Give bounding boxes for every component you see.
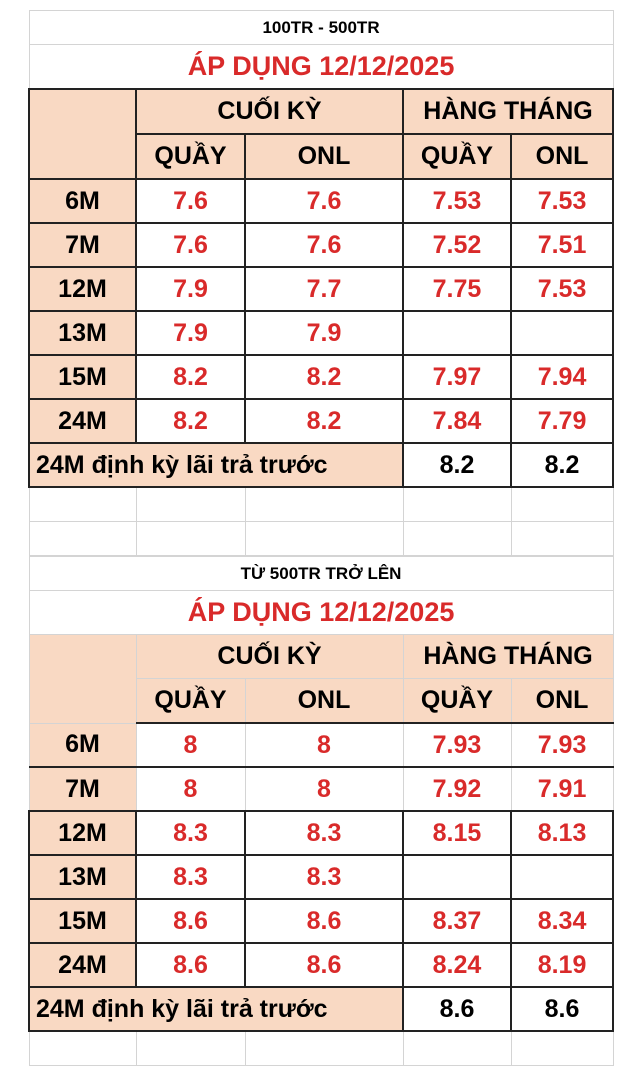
- footer-rate-cell: 8.6: [403, 987, 511, 1031]
- rate-cell: 8.3: [136, 811, 245, 855]
- rate-cell: [511, 311, 613, 355]
- footer-row: [29, 443, 613, 487]
- term-cell: 13M: [29, 311, 136, 355]
- table-row: [29, 311, 613, 355]
- term-cell: 6M: [29, 723, 136, 767]
- rate-cell: 8.6: [245, 943, 403, 987]
- table-row: [29, 899, 613, 943]
- footer-rate-cell: 8.2: [511, 443, 613, 487]
- footer-row: [29, 987, 613, 1031]
- term-cell: 7M: [29, 767, 136, 811]
- footer-rate-cell: 8.2: [403, 443, 511, 487]
- table-row: [29, 855, 613, 899]
- table-row: [29, 723, 613, 767]
- empty-cell: [511, 522, 613, 556]
- sub-header-quay: QUẦY: [136, 679, 245, 724]
- rate-cell: 8.3: [245, 855, 403, 899]
- table-row: [29, 223, 613, 267]
- footer-rate-cell: 8.6: [511, 987, 613, 1031]
- table-row: [29, 767, 613, 811]
- empty-cell: [511, 487, 613, 522]
- rate-cell: 7.53: [403, 179, 511, 223]
- rate-cell: 7.91: [511, 767, 613, 811]
- rate-cell: 8: [136, 723, 245, 767]
- table-row: [29, 811, 613, 855]
- term-cell: 13M: [29, 855, 136, 899]
- rate-cell: 8.6: [245, 899, 403, 943]
- group-header-cuoi-ky: CUỐI KỲ: [136, 635, 403, 679]
- table-row: [29, 267, 613, 311]
- rate-cell: 7.9: [136, 267, 245, 311]
- blank-corner-cell: [29, 635, 136, 724]
- rate-cell: 7.79: [511, 399, 613, 443]
- rate-cell: 7.97: [403, 355, 511, 399]
- sub-header-onl: ONL: [511, 134, 613, 179]
- rate-cell: 8.3: [136, 855, 245, 899]
- footer-label: 24M định kỳ lãi trả trước: [29, 987, 403, 1031]
- empty-cell: [403, 522, 511, 556]
- rate-cell: 7.93: [403, 723, 511, 767]
- effective-date: ÁP DỤNG 12/12/2025: [29, 45, 613, 90]
- rate-cell: 8.2: [245, 355, 403, 399]
- rate-cell: 7.52: [403, 223, 511, 267]
- term-cell: 12M: [29, 811, 136, 855]
- rate-cell: 8.19: [511, 943, 613, 987]
- empty-cell: [136, 1031, 245, 1066]
- rate-cell: 8.13: [511, 811, 613, 855]
- rate-cell: [511, 855, 613, 899]
- term-cell: 15M: [29, 355, 136, 399]
- table-row: [29, 399, 613, 443]
- empty-cell: [29, 522, 136, 556]
- empty-cell: [511, 1031, 613, 1066]
- rate-cell: 7.6: [136, 223, 245, 267]
- empty-cell: [29, 487, 136, 522]
- empty-cell: [403, 1031, 511, 1066]
- empty-cell: [403, 487, 511, 522]
- rate-cell: 8: [136, 767, 245, 811]
- section-title: TỪ 500TR TRỞ LÊN: [29, 557, 613, 591]
- footer-label: 24M định kỳ lãi trả trước: [29, 443, 403, 487]
- rate-cell: 7.94: [511, 355, 613, 399]
- term-cell: 15M: [29, 899, 136, 943]
- rate-cell: 8: [245, 767, 403, 811]
- rate-cell: 7.7: [245, 267, 403, 311]
- term-cell: 24M: [29, 943, 136, 987]
- empty-cell: [136, 487, 245, 522]
- blank-corner-cell: [29, 89, 136, 179]
- group-header-hang-thang: HÀNG THÁNG: [403, 635, 613, 679]
- group-header-cuoi-ky: CUỐI KỲ: [136, 89, 403, 134]
- effective-date: ÁP DỤNG 12/12/2025: [29, 591, 613, 635]
- rate-cell: 7.6: [245, 223, 403, 267]
- term-cell: 12M: [29, 267, 136, 311]
- rate-cell: 7.92: [403, 767, 511, 811]
- section-title: 100TR - 500TR: [29, 11, 613, 45]
- rate-cell: 8.24: [403, 943, 511, 987]
- rate-cell: 8.2: [136, 399, 245, 443]
- rate-table: [28, 556, 614, 1066]
- sub-header-onl: ONL: [245, 679, 403, 724]
- rate-cell: 8.3: [245, 811, 403, 855]
- rate-cell: 8.37: [403, 899, 511, 943]
- group-header-hang-thang: HÀNG THÁNG: [403, 89, 613, 134]
- rate-table: [28, 10, 614, 556]
- rate-cell: 8.6: [136, 899, 245, 943]
- term-cell: 6M: [29, 179, 136, 223]
- empty-cell: [245, 1031, 403, 1066]
- rate-cell: 7.93: [511, 723, 613, 767]
- empty-cell: [29, 1031, 136, 1066]
- term-cell: 24M: [29, 399, 136, 443]
- sub-header-quay: QUẦY: [136, 134, 245, 179]
- rate-cell: 7.6: [136, 179, 245, 223]
- rate-cell: 8.34: [511, 899, 613, 943]
- sub-header-onl: ONL: [245, 134, 403, 179]
- rate-cell: 8.6: [136, 943, 245, 987]
- rate-cell: 8: [245, 723, 403, 767]
- table-row: [29, 179, 613, 223]
- rate-table-section-2: [28, 556, 612, 1066]
- rate-table-section-1: [28, 10, 612, 556]
- rate-cell: 7.84: [403, 399, 511, 443]
- sub-header-onl: ONL: [511, 679, 613, 724]
- rate-cell: 8.2: [245, 399, 403, 443]
- rate-cell: 7.9: [245, 311, 403, 355]
- sub-header-quay: QUẦY: [403, 679, 511, 724]
- rate-cell: [403, 855, 511, 899]
- rate-cell: 7.75: [403, 267, 511, 311]
- term-cell: 7M: [29, 223, 136, 267]
- empty-cell: [136, 522, 245, 556]
- empty-cell: [245, 487, 403, 522]
- rate-cell: 7.51: [511, 223, 613, 267]
- rate-cell: 7.53: [511, 267, 613, 311]
- rate-cell: [403, 311, 511, 355]
- table-row: [29, 355, 613, 399]
- rate-cell: 8.15: [403, 811, 511, 855]
- rate-cell: 7.53: [511, 179, 613, 223]
- table-row: [29, 943, 613, 987]
- rate-cell: 7.9: [136, 311, 245, 355]
- sub-header-quay: QUẦY: [403, 134, 511, 179]
- empty-cell: [245, 522, 403, 556]
- rate-cell: 7.6: [245, 179, 403, 223]
- rate-cell: 8.2: [136, 355, 245, 399]
